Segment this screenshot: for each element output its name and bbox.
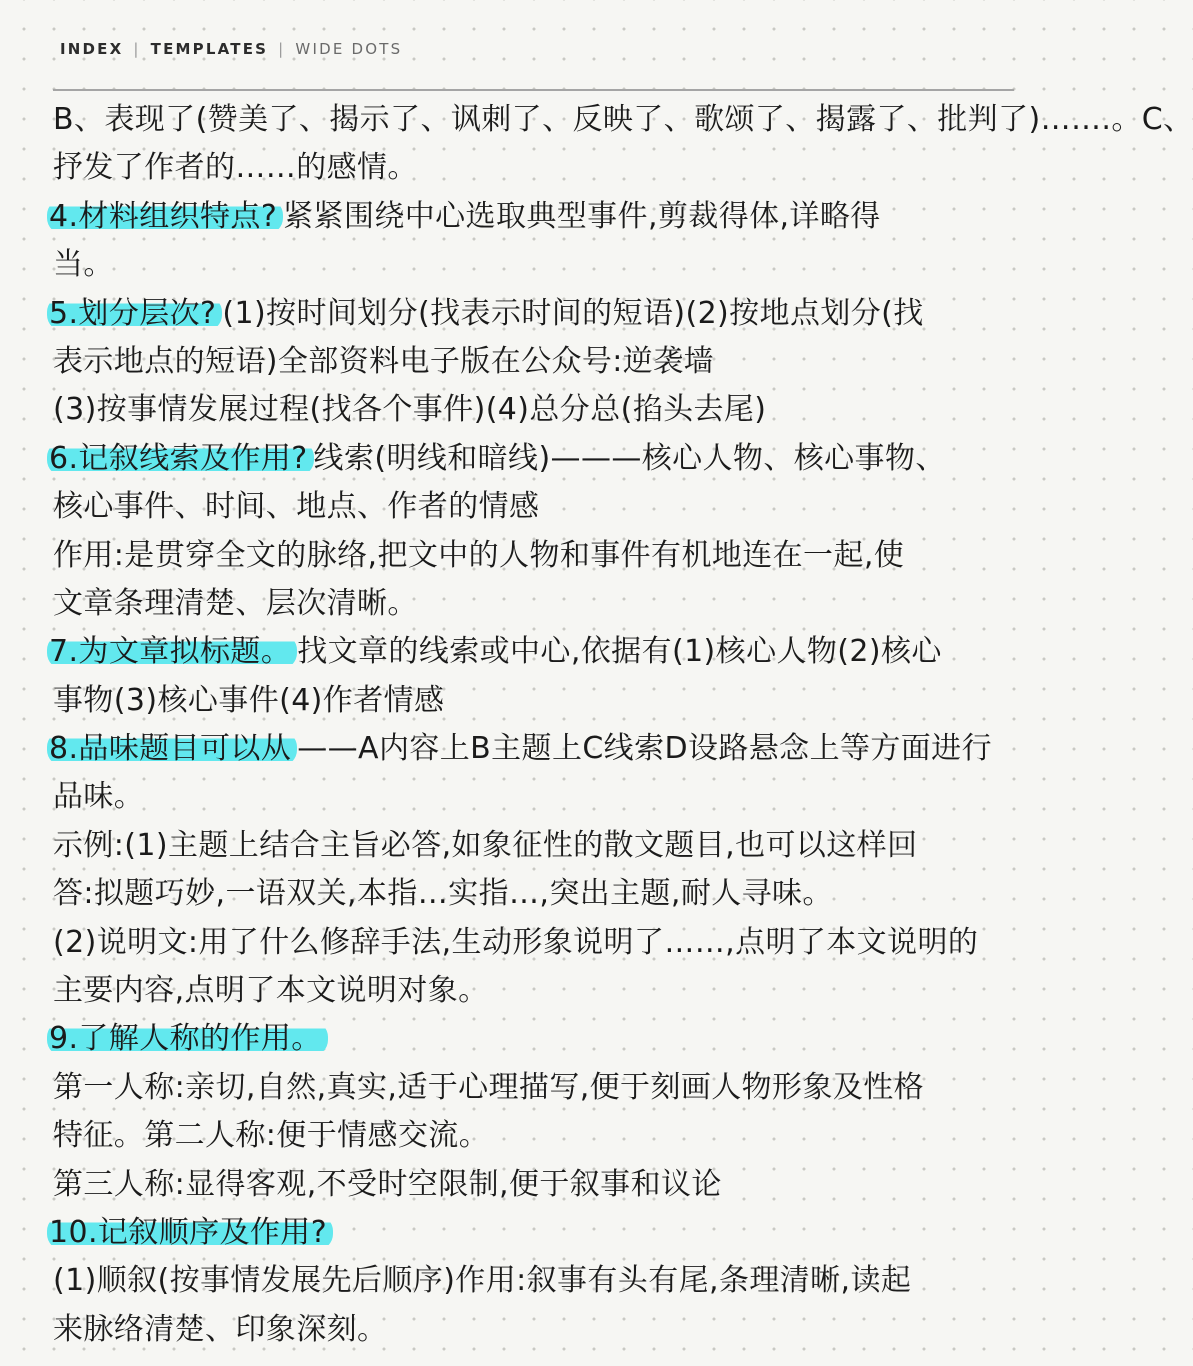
note-line — [53, 96, 1193, 144]
note-line — [49, 435, 1022, 483]
note-line — [53, 919, 1022, 967]
highlight-heading: 4.材料组织特点? — [47, 199, 283, 234]
note-line — [53, 967, 1022, 1015]
header-separator: | — [133, 40, 141, 58]
note-line — [53, 532, 1022, 580]
note-text: B、表现了(赞美了、揭示了、讽刺了、反映了、歌颂了、揭露了、批判了)…….。C、 — [53, 102, 1193, 137]
note-text: ——A内容上B主题上C线索D设路悬念上等方面进行 — [297, 731, 992, 767]
note-line — [49, 725, 1022, 773]
highlight-heading: 8.品味题目可以从 — [47, 731, 297, 766]
note-line — [49, 193, 1022, 241]
header-separator: | — [278, 40, 286, 58]
header-divider — [53, 89, 1014, 91]
note-line — [53, 483, 1022, 531]
note-text: 来脉络清楚、印象深刻。 — [53, 1311, 388, 1347]
note-text: 当。 — [53, 247, 114, 283]
note-text: 品味。 — [53, 779, 145, 815]
note-line — [49, 290, 1022, 338]
note-text: 答:拟题巧妙,一语双关,本指…实指…,突出主题,耐人寻味。 — [53, 876, 833, 912]
note-line — [53, 1161, 1022, 1209]
note-line — [53, 241, 1022, 289]
note-line — [53, 822, 1022, 870]
note-text: 第三人称:显得客观,不受时空限制,便于叙事和议论 — [53, 1166, 722, 1202]
note-text: 核心事件、时间、地点、作者的情感 — [53, 489, 540, 525]
header-wide-dots: WIDE DOTS — [295, 40, 403, 58]
note-line — [53, 870, 1022, 918]
note-text: 特征。第二人称:便于情感交流。 — [53, 1118, 490, 1154]
note-text: (3)按事情发展过程(找各个事件)(4)总分总(掐头去尾) — [53, 392, 767, 428]
note-text: 第一人称:亲切,自然,真实,适于心理描写,便于刻画人物形象及性格 — [53, 1069, 925, 1105]
note-text: 表示地点的短语)全部资料电子版在公众号:逆袭墙 — [53, 343, 715, 379]
note-line — [49, 1015, 1022, 1063]
note-line — [53, 1257, 1022, 1305]
header-index: INDEX — [60, 40, 124, 58]
note-text: 找文章的线索或中心,依据有(1)核心人物(2)核心 — [297, 634, 942, 670]
note-line — [53, 580, 1022, 628]
note-line — [53, 1064, 1022, 1112]
highlight-heading: 7.为文章拟标题。 — [47, 634, 297, 669]
note-text: 抒发了作者的……的感情。 — [53, 150, 418, 186]
notes-body — [49, 96, 1193, 1354]
note-line — [49, 628, 1022, 676]
note-text: (1)按时间划分(找表示时间的短语)(2)按地点划分(找 — [222, 295, 924, 331]
note-text: 主要内容,点明了本文说明对象。 — [53, 973, 489, 1009]
note-line — [53, 677, 1022, 725]
note-text: (2)说明文:用了什么修辞手法,生动形象说明了……,点明了本文说明的 — [53, 924, 979, 960]
note-text: 紧紧围绕中心选取典型事件,剪裁得体,详略得 — [283, 198, 881, 234]
note-text: 事物(3)核心事件(4)作者情感 — [53, 682, 445, 718]
highlight-heading: 10.记叙顺序及作用? — [47, 1215, 333, 1250]
note-text: 示例:(1)主题上结合主旨必答,如象征性的散文题目,也可以这样回 — [53, 827, 918, 863]
highlight-heading: 5.划分层次? — [47, 296, 222, 331]
note-text: 文章条理清楚、层次清晰。 — [53, 585, 418, 621]
note-text: (1)顺叙(按事情发展先后顺序)作用:叙事有头有尾,条理清晰,读起 — [53, 1263, 912, 1299]
highlight-heading: 9.了解人称的作用。 — [47, 1021, 328, 1056]
note-line — [53, 1112, 1022, 1160]
note-text: 作用:是贯穿全文的脉络,把文中的人物和事件有机地连在一起,使 — [53, 537, 905, 573]
note-text: 线索(明线和暗线)———核心人物、核心事物、 — [313, 440, 946, 476]
note-line — [53, 386, 1022, 434]
note-line — [53, 773, 1022, 821]
note-line — [53, 1306, 1022, 1354]
page-header — [60, 40, 402, 58]
header-templates: TEMPLATES — [150, 40, 269, 58]
highlight-heading: 6.记叙线索及作用? — [47, 441, 314, 476]
note-line — [53, 338, 1022, 386]
note-line — [49, 1209, 1022, 1257]
note-line — [53, 144, 1022, 192]
